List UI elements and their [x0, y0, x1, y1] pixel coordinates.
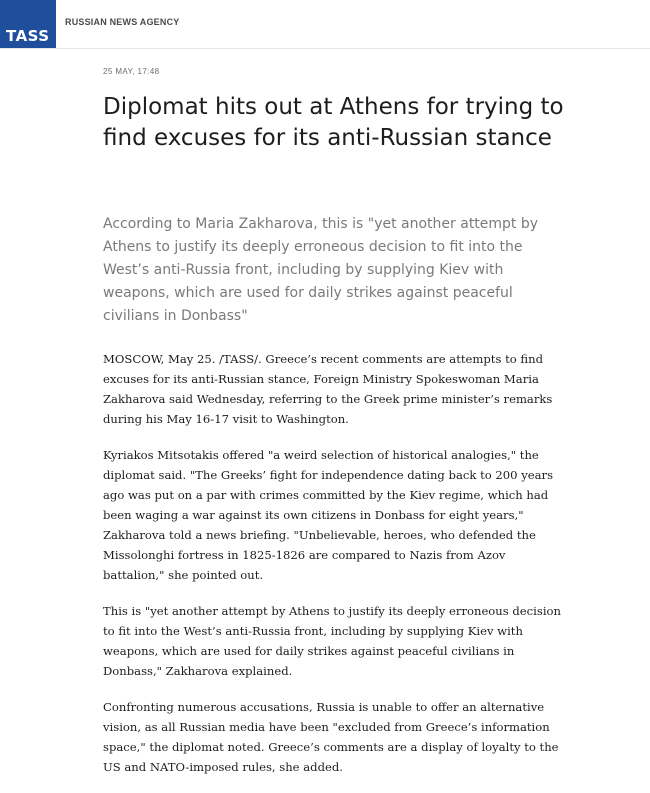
article-headline: Diplomat hits out at Athens for trying to find excuses for its anti-Russian stance	[103, 94, 564, 151]
logo-text: TASS	[6, 27, 50, 45]
article-lead: According to Maria Zakharova, this is "yet another attempt by Athens to justify its deeply erroneous decision to fit into the West’s anti-Russia front, including by supplying Kiev with weapons, which are used for daily strikes against peaceful civilians in Donbass"	[103, 216, 539, 324]
article-paragraph: Confronting numerous accusations, Russia is unable to offer an alternative vision, as all Russian media have been "excluded from Greece’s information space," the diplomat noted. Greece’s comments are a display of loyalty to the US and NATO-imposed rules, she added.	[103, 700, 559, 774]
article-paragraph: MOSCOW, May 25. /TASS/. Greece’s recent comments are attempts to find excuses for its anti-Russian stance, Foreign Ministry Spokeswoman Maria Zakharova said Wednesday, referring to the Greek prime minister’s remarks during his May 16-17 visit to Washington.	[103, 352, 553, 426]
tass-logo[interactable]	[0, 0, 56, 48]
top-bar	[0, 0, 650, 49]
article-body	[103, 349, 563, 793]
article-paragraph: Kyriakos Mitsotakis offered "a weird selection of historical analogies," the diplomat said. "The Greeks’ fight for independence dating back to 200 years ago was put on a par with crimes committed by the Kiev regime, which had been waging a war against its own citizens in Donbass for eight years," Zakharova told a news briefing. "Unbelievable, heroes, who defended the Missolonghi fortress in 1825-1826 are compared to Nazis from Azov battalion," she pointed out.	[103, 448, 554, 582]
article-date: 25 MAY, 17:48	[103, 67, 160, 76]
article-paragraph: This is "yet another attempt by Athens to justify its deeply erroneous decision to fit into the West’s anti-Russia front, including by supplying Kiev with weapons, which are used for daily strikes against peaceful civilians in Donbass," Zakharova explained.	[103, 604, 561, 678]
agency-name: RUSSIAN NEWS AGENCY	[65, 17, 180, 27]
